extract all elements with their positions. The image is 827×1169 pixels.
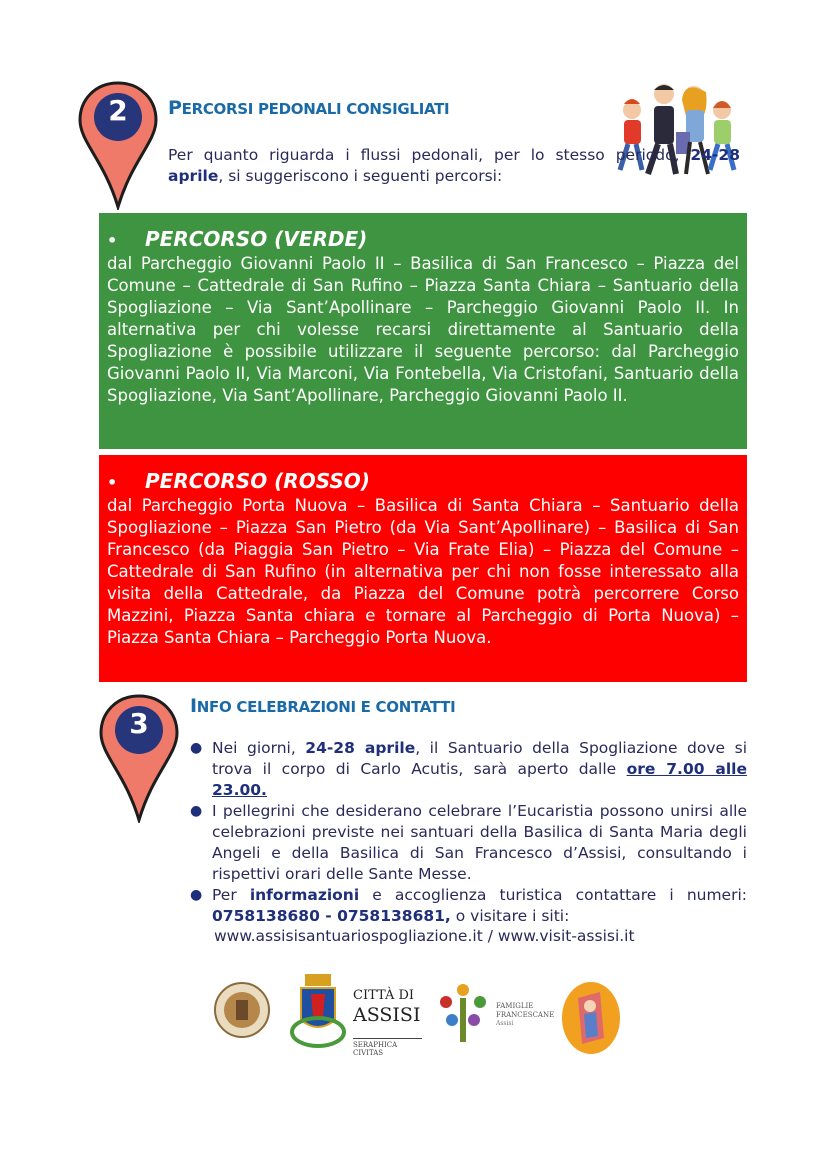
section-number: 3 <box>129 707 149 740</box>
citta-di-assisi-logo <box>287 972 422 1057</box>
famiglie-line2: FRANCESCANE <box>496 1011 555 1019</box>
info-list <box>190 738 747 927</box>
famiglie-line3: Assisi <box>496 1020 514 1027</box>
bullet-icon: ● <box>190 887 203 903</box>
red-route-text: dal Parcheggio Porta Nuova – Basilica di Santa Chiara – Santuario della Spogliazione – Piazza San Pietro (da Via Sant’Apollinare) – Basilica di San Francesco (da Piaggia San Pietro – Via Frate Elia) – Piazza del Comune – Cattedrale di San Rufino (in alternativa per chi non fosse interessato alla visita della Cattedrale, da Piazza del Comune potrà percorrere Corso Mazzini, Piazza Santa chiara e tornare al Parcheggio di Porta Nuova) – Piazza Santa Chiara – Parcheggio Porta Nuova. <box>107 496 739 647</box>
famiglie-line1: FAMIGLIE <box>496 1002 534 1010</box>
green-route-box <box>99 213 747 449</box>
famiglie-francescane-logo <box>432 982 557 1046</box>
list-item: ● I pellegrini che desiderano celebrare l’Eucaristia possono unirsi alle celebrazioni previste nei santuari della Basilica di Santa Maria degli Angeli e della Basilica di San Francesco d’Assisi, consultando i rispettivi orari delle Sante Messe. <box>190 802 747 883</box>
red-route-box <box>99 455 747 682</box>
list-item: ● Nei giorni, 24-28 aprile, il Santuario della Spogliazione dove si trova il corpo di Carlo Acutis, sarà aperto dalle ore 7.00 alle 23.00. <box>190 739 747 799</box>
section-title: INFO CELEBRAZIONI E CONTATTI <box>190 695 456 717</box>
citta-line1: CITTÀ DI <box>353 988 415 1003</box>
section-number: 2 <box>108 94 128 127</box>
map-pin-3-icon <box>99 693 179 823</box>
green-route-text: dal Parcheggio Giovanni Paolo II – Basilica di San Francesco – Piazza del Comune – Cattedrale di San Rufino – Piazza Santa Chiara – Santuario della Spogliazione – Via Sant’Apollinare – Parcheggio Giovanni Paolo II. In alternativa per chi volesse recarsi direttamente al Santuario della Spogliazione è possibile utilizzare il seguente percorso: dal Parcheggio Giovanni Paolo II, Via Marconi, Via Fontebella, Via Cristofani, Santuario della Spogliazione, Via Sant’Apollinare, Parcheggio Giovanni Paolo II. <box>107 254 739 405</box>
section-title: PERCORSI PEDONALI CONSIGLIATI <box>168 97 450 119</box>
citta-motto: SERAPHICA CIVITAS <box>353 1038 422 1057</box>
bullet-icon: ● <box>190 803 203 819</box>
green-route-heading: • PERCORSO (VERDE) <box>107 227 368 251</box>
red-route-heading: • PERCORSO (ROSSO) <box>107 469 370 493</box>
website-links[interactable]: www.assisisantuariospogliazione.it / www.visit-assisi.it <box>214 927 635 945</box>
map-pin-2-icon <box>78 80 158 210</box>
citta-line2: ASSISI <box>353 1004 421 1026</box>
diocese-seal-logo <box>214 982 270 1038</box>
list-item: ● Per informazioni e accoglienza turistica contattare i numeri: 0758138680 - 0758138681, o visitare i siti: <box>190 886 747 925</box>
santuario-spogliazione-logo <box>560 978 622 1056</box>
intro-paragraph: Per quanto riguarda i flussi pedonali, per lo stesso periodo, 24-28 aprile, si suggeriscono i seguenti percorsi: <box>168 146 740 185</box>
bullet-icon: ● <box>190 740 203 756</box>
